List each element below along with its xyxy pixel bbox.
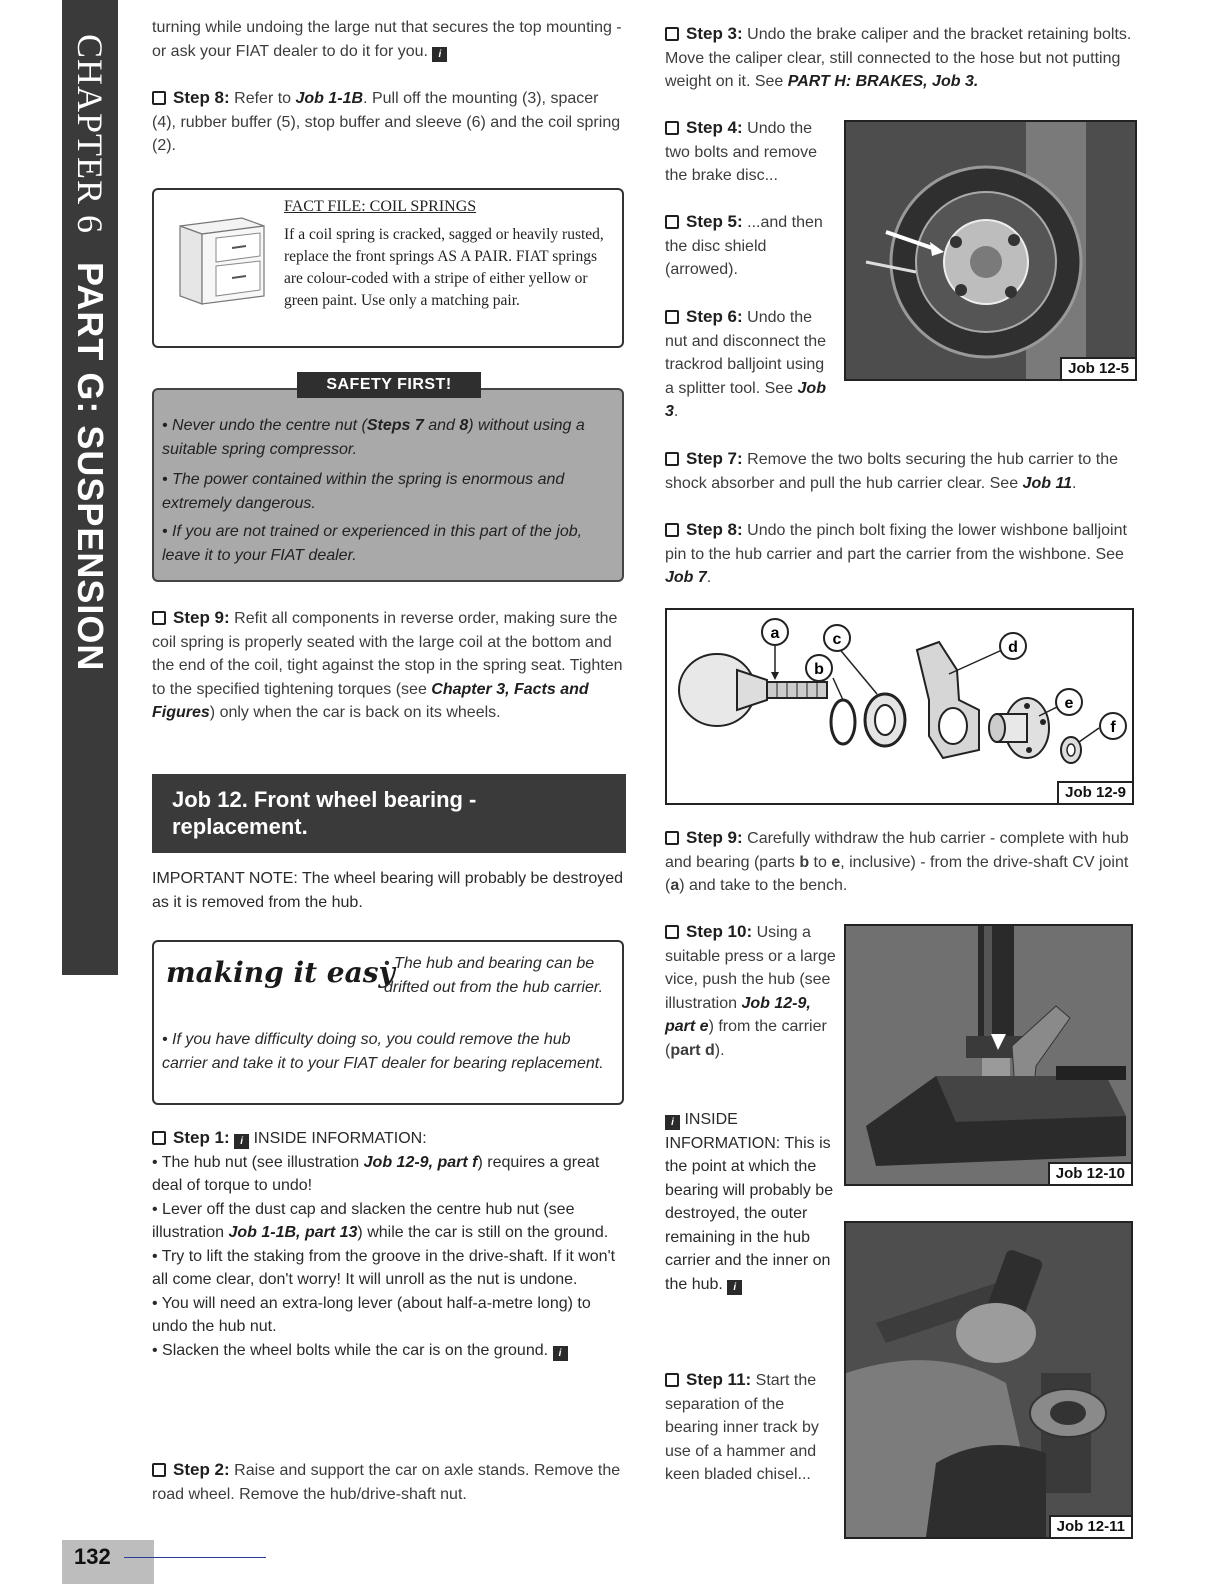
chapter-label: CHAPTER 6 [70,34,110,235]
safety-first-box [152,388,624,582]
bullet-text: ) requires a great deal of torque to undo! [152,1153,600,1194]
checkbox-icon [152,1463,166,1477]
step-11-paragraph [665,1368,837,1487]
part-label-f: f [1110,719,1116,736]
step-text: Carefully withdraw the hub carrier - complete with hub and bearing (parts [665,830,1129,871]
safety-item: • The power contained within the spring is enormous and extremely dangerous. [162,471,565,512]
checkbox-icon [665,121,679,135]
safety-ref: Steps 7 [366,417,424,434]
bullet-text: • Slacken the wheel bolts while the car is on the ground. [152,1341,549,1359]
step-text: Undo the nut and disconnect the trackrod balljoint using a splitter tool. See [665,309,827,397]
safety-text: ) without using a suitable spring compressor. [162,417,585,458]
job-reference: Job 11 [1022,474,1073,492]
checkbox-icon [665,1373,679,1387]
step-text: . [706,569,712,586]
figure-job-12-10 [844,924,1133,1186]
step-5-paragraph [665,210,837,282]
checkbox-icon [665,310,679,324]
step-text: ). [714,1041,725,1059]
step-label: Step 9: [173,608,230,627]
step-9-right-paragraph [665,826,1133,898]
part-ref: a [670,877,680,894]
fact-file-body: If a coil spring is cracked, sagged or heavily rusted, replace the front springs AS A PAIR. FIAT springs are colour-coded with a stripe of either yellow or green paint. Use only a matching pair. [284,226,604,309]
figure-job-12-9 [665,608,1134,805]
hammer-chisel-illustration [846,1223,1131,1537]
job-reference: Job 7 [665,569,707,586]
figure-job-12-5 [844,120,1137,381]
step-text: Undo the brake caliper and the bracket retaining bolts. Move the caliper clear, still connected to the hose but not putting weight on it. See [665,26,1132,90]
safety-text: and [423,417,460,434]
part-label-c: c [832,631,842,648]
step-text: . Pull off the mounting (3), spacer (4), rubber buffer (5), stop buffer and sleeve (6) and the coil spring (2). [152,90,621,154]
intro-paragraph [152,16,624,63]
part-reference: PART H: BRAKES, Job 3. [787,73,979,90]
step-text: Using a suitable press or a large vice, push the hub (see illustration [665,924,836,1012]
safety-ref: 8 [459,417,469,434]
checkbox-icon [665,215,679,229]
chapter-reference: Chapter 3, Facts and Figures [152,680,589,721]
bullet-text: • Try to lift the staking from the groove in the drive-shaft. If it won't all come clear, don't worry! It will unroll as the nut is undone. [152,1247,616,1288]
job-reference: Job 12-9, part f [363,1153,478,1171]
checkbox-icon [665,831,679,845]
step-text: Remove the two bolts securing the hub carrier to the shock absorber and pull the hub carrier clear. See [665,451,1118,492]
step-label: Step 4: [686,118,743,137]
step-label: Step 3: [686,24,743,43]
page-number: 132 [62,1540,154,1584]
step-text: . [1072,474,1077,492]
checkbox-icon [665,523,679,537]
part-label: PART G: SUSPENSION [70,262,111,672]
step-6-paragraph [665,305,837,424]
sidebar-title [69,34,111,671]
job-reference: Job 1-1B [295,90,364,107]
inside-information-icon: i [665,1115,680,1130]
making-it-easy-box [152,940,624,1105]
step-text: . [673,403,679,420]
step-label: Step 10: [686,922,753,941]
part-label-a: a [770,625,780,642]
step-8-paragraph [152,86,624,158]
bullet-text: ) while the car is still on the ground. [357,1224,609,1241]
inside-information-icon: i [234,1134,249,1149]
step-text: ) from the carrier ( [665,1018,827,1059]
step-label: Step 2: [173,1460,230,1479]
brake-disc-hub-illustration [846,122,1135,379]
step-10-paragraph [665,920,837,1062]
step-3-paragraph [665,22,1133,94]
inside-information-icon: i [727,1280,742,1295]
step-label: Step 8: [173,88,230,107]
step-label: Step 8: [686,520,743,539]
making-it-easy-logo: making it easy [166,956,395,989]
figure-job-12-11 [844,1221,1133,1539]
inside-info-heading: INSIDE INFORMATION: [253,1130,427,1147]
part-label-e: e [1064,695,1074,712]
easy-item: • The hub and bearing can be drifted out from the hub carrier. [384,955,604,996]
job-reference: Job 3 [665,379,826,420]
intro-text: turning while undoing the large nut that secures the top mounting - or ask your FIAT dealer to do it for you. [152,19,622,60]
step-label: Step 5: [686,212,743,231]
checkbox-icon [665,925,679,939]
step-2-paragraph [152,1458,626,1506]
step-label: Step 9: [686,828,743,847]
part-ref: e [831,853,841,871]
bullet-text: • Lever off the dust cap and slacken the centre hub nut (see illustration [152,1200,575,1241]
checkbox-icon [152,611,166,625]
checkbox-icon [152,1131,166,1145]
step-7-paragraph [665,447,1133,495]
job-reference: Job 1-1B, part 13 [228,1224,358,1241]
bullet-text: • You will need an extra-long lever (about half-a-metre long) to undo the hub nut. [152,1294,591,1335]
inside-information-icon: i [432,47,447,62]
step-text: Start the separation of the bearing inner track by use of a hammer and keen bladed chisel... [665,1372,819,1483]
step-label: Step 6: [686,307,743,326]
step-text: ) and take to the bench. [679,877,848,894]
easy-item: • If you have difficulty doing so, you could remove the hub carrier and take it to your FIAT dealer for bearing replacement. [162,1031,604,1072]
inside-info-text: INSIDE INFORMATION: This is the point at which the bearing will probably be destroyed, the outer remaining in the hub carrier and the inner on the hub. [665,1111,834,1293]
step-8-right-paragraph [665,518,1133,590]
step-1-paragraph [152,1126,626,1362]
step-text: Undo the pinch bolt fixing the lower wishbone balljoint pin to the hub carrier and part the carrier from the wishbone. See [665,522,1127,563]
important-note: IMPORTANT NOTE: The wheel bearing will probably be destroyed as it is removed from the hub. [152,870,624,911]
step-text: Refit all components in reverse order, making sure the coil spring is properly seated with the large coil at the bottom and the end of the coil, tight against the stop in the spring seat. Tighten to the specified tightening torques (see [152,610,623,698]
figure-label: Job 12-5 [1060,357,1137,381]
part-label-b: b [814,661,824,678]
fact-file-title: FACT FILE: COIL SPRINGS [284,198,477,215]
figure-label: Job 12-10 [1048,1162,1133,1186]
inside-information-icon: i [553,1346,568,1361]
step-label: Step 7: [686,449,743,468]
step-text: ) only when the car is back on its wheels. [209,704,501,721]
step-4-paragraph [665,116,837,188]
step-text: Raise and support the car on axle stands. Remove the road wheel. Remove the hub/drive-shaft nut. [152,1462,621,1503]
step-9-paragraph [152,606,624,725]
step-text: to [809,853,832,871]
chapter-sidebar [62,0,118,975]
part-ref: b [799,853,810,871]
bullet-text: • The hub nut (see illustration [152,1153,364,1171]
figure-label: Job 12-11 [1049,1515,1133,1539]
page-footer-rule [124,1557,266,1558]
step-text: Refer to [234,90,296,107]
safety-text: • Never undo the centre nut ( [162,417,367,434]
step-text: Undo the two bolts and remove the brake disc... [665,120,818,184]
part-ref: part d [670,1041,715,1059]
inside-information-paragraph [665,1108,837,1296]
step-label: Step 11: [686,1370,752,1389]
job-header: Job 12. Front wheel bearing - replacement. [152,774,626,853]
checkbox-icon [152,91,166,105]
step-label: Step 1: [173,1128,230,1147]
fact-file-box [152,188,624,348]
checkbox-icon [665,452,679,466]
filing-cabinet-icon [172,208,268,308]
job-reference: Job 12-9, part e [665,994,811,1035]
safety-item: • If you are not trained or experienced in this part of the job, leave it to your FIAT dealer. [162,523,583,564]
step-text: ...and then the disc shield (arrowed). [665,214,823,278]
press-illustration [846,926,1131,1184]
part-label-d: d [1008,639,1018,656]
step-text: , inclusive) - from the drive-shaft CV joint ( [665,853,1129,894]
checkbox-icon [665,27,679,41]
safety-first-title: SAFETY FIRST! [297,372,481,398]
safety-item [162,414,614,462]
hub-exploded-diagram [667,610,1132,803]
figure-label: Job 12-9 [1057,781,1134,805]
